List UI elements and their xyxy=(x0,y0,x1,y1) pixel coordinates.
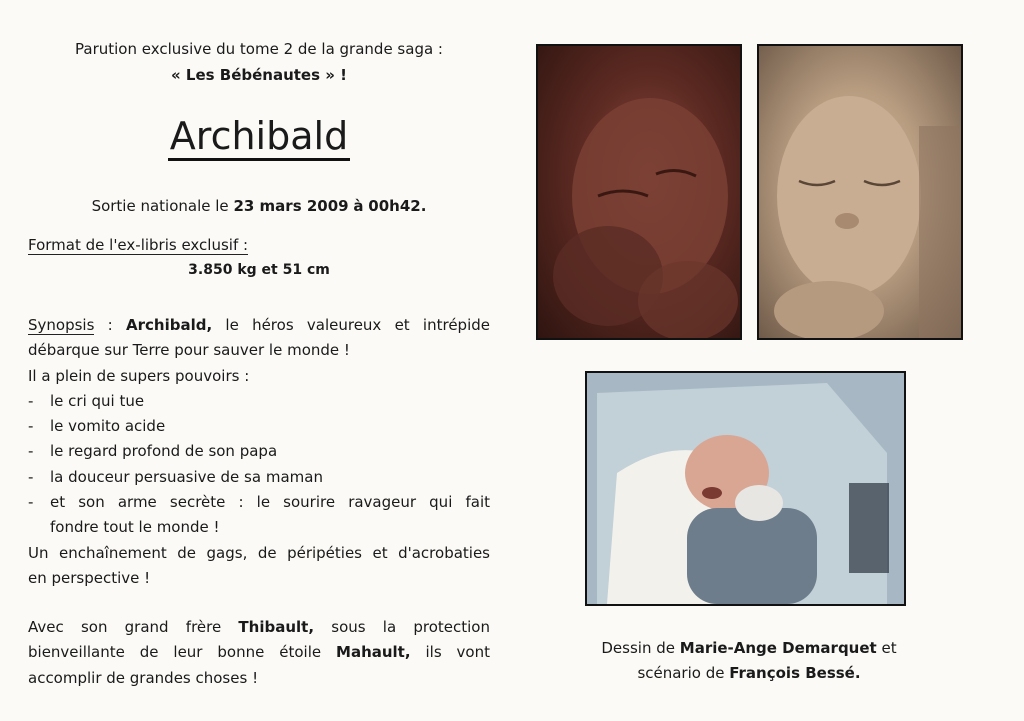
synopsis-line-4: Un enchaînement de gags, de péripéties et d'acrobaties xyxy=(28,543,490,562)
synopsis xyxy=(28,313,490,591)
synopsis-line-3: Il a plein de supers pouvoirs : xyxy=(28,366,250,385)
writer-name: François Bessé. xyxy=(729,664,861,683)
baby-photo-2 xyxy=(757,44,963,340)
synopsis-label: Synopsis xyxy=(28,316,95,334)
outro-line-1: Avec son grand frère Thibault, sous la protection xyxy=(28,618,490,636)
powers-list xyxy=(28,389,490,515)
brother-name: Thibault, xyxy=(238,618,315,636)
intro xyxy=(28,36,490,88)
credits-line-2: scénario de François Bessé. xyxy=(637,664,861,683)
synopsis-line-1: Synopsis : Archibald, le héros valeureux et intrépide xyxy=(28,316,490,334)
credits-line-1: Dessin de Marie-Ange Demarquet et xyxy=(601,639,897,657)
outro-line-2: bienveillante de leur bonne étoile Mahault, ils vont xyxy=(28,643,490,662)
synopsis-line-5: en perspective ! xyxy=(28,568,151,587)
page-title xyxy=(28,112,490,160)
baby-photo-3 xyxy=(585,371,906,606)
list-item: - le regard profond de son papa xyxy=(28,439,490,464)
release-line: Sortie nationale le 23 mars 2009 à 00h42. xyxy=(91,197,427,215)
outro-line-3: accomplir de grandes choses ! xyxy=(28,668,259,687)
intro-line-1: Parution exclusive du tome 2 de la grande saga : xyxy=(75,40,443,58)
release-time: 00h42. xyxy=(368,197,427,215)
release-date: 23 mars 2009 xyxy=(233,197,349,215)
title-text: Archibald xyxy=(168,114,350,161)
illustrator-name: Marie-Ange Demarquet xyxy=(679,639,877,657)
synopsis-line-2: débarque sur Terre pour sauver le monde ! xyxy=(28,341,350,360)
format-label: Format de l'ex-libris exclusif : xyxy=(28,236,249,254)
intro-line-2: « Les Bébénautes » ! xyxy=(170,66,348,84)
list-item: - le vomito acide xyxy=(28,414,490,439)
credits xyxy=(568,636,930,687)
list-item-continuation: fondre tout le monde ! xyxy=(50,518,220,537)
list-item: - le cri qui tue xyxy=(28,389,490,414)
hero-name: Archibald, xyxy=(126,316,213,334)
list-item: - la douceur persuasive de sa maman xyxy=(28,465,490,490)
sister-name: Mahault, xyxy=(336,643,411,662)
outro xyxy=(28,615,490,691)
baby-photo-1 xyxy=(536,44,742,340)
format-value: 3.850 kg et 51 cm xyxy=(188,262,330,278)
list-item: - et son arme secrète : le sourire ravageur qui fait xyxy=(28,490,490,515)
